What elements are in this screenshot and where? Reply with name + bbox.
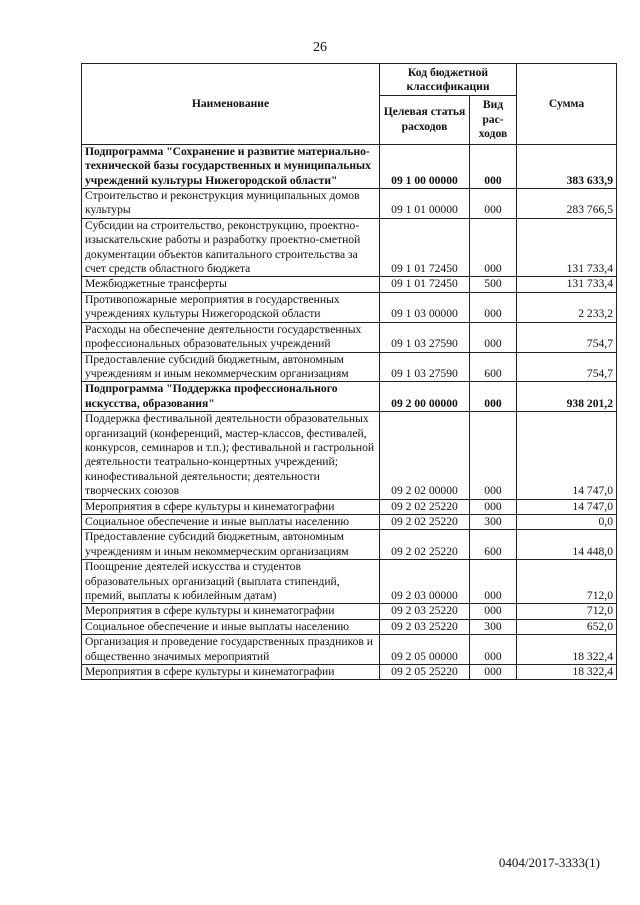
row-name: Мероприятия в сфере культуры и кинематографии bbox=[82, 499, 380, 514]
row-sum: 283 766,5 bbox=[517, 189, 617, 219]
row-vid: 300 bbox=[470, 619, 517, 634]
row-sum: 14 747,0 bbox=[517, 499, 617, 514]
row-vid: 000 bbox=[470, 218, 517, 277]
row-vid: 000 bbox=[470, 292, 517, 322]
table-row bbox=[82, 665, 617, 680]
row-name: Мероприятия в сфере культуры и кинематографии bbox=[82, 665, 380, 680]
row-name: Строительство и реконструкция муниципальных домов культуры bbox=[82, 189, 380, 219]
row-vid: 000 bbox=[470, 144, 517, 188]
row-vid: 000 bbox=[470, 635, 517, 665]
header-sum: Сумма bbox=[517, 64, 617, 145]
table-row bbox=[82, 560, 617, 604]
table-row bbox=[82, 352, 617, 382]
table-row bbox=[82, 144, 617, 188]
table-row bbox=[82, 499, 617, 514]
header-name: Наименование bbox=[82, 64, 380, 145]
row-vid: 600 bbox=[470, 352, 517, 382]
table-row bbox=[82, 635, 617, 665]
document-id: 0404/2017-3333(1) bbox=[498, 855, 600, 870]
row-code: 09 2 02 25220 bbox=[380, 499, 470, 514]
row-vid: 000 bbox=[470, 560, 517, 604]
row-sum: 18 322,4 bbox=[517, 665, 617, 680]
row-vid: 600 bbox=[470, 530, 517, 560]
row-name: Социальное обеспечение и иные выплаты населению bbox=[82, 514, 380, 529]
row-name: Предоставление субсидий бюджетным, автономным учреждениям и иным некоммерческим организациям bbox=[82, 352, 380, 382]
row-code: 09 2 02 25220 bbox=[380, 514, 470, 529]
table-row bbox=[82, 382, 617, 412]
row-code: 09 1 03 00000 bbox=[380, 292, 470, 322]
table-row bbox=[82, 218, 617, 277]
row-sum: 14 747,0 bbox=[517, 412, 617, 499]
table-body bbox=[82, 144, 617, 680]
row-sum: 754,7 bbox=[517, 352, 617, 382]
header-vid: Вид рас-ходов bbox=[470, 95, 517, 144]
table-row bbox=[82, 604, 617, 619]
row-vid: 000 bbox=[470, 189, 517, 219]
row-code: 09 2 03 25220 bbox=[380, 619, 470, 634]
page-number: 26 bbox=[313, 40, 327, 55]
row-name: Субсидии на строительство, реконструкцию, проектно-изыскательские работы и разработку проектно-сметной документации объектов капитального строительства за счет средств областного бюджета bbox=[82, 218, 380, 277]
header-code-group: Код бюджетной классификации bbox=[380, 64, 517, 96]
row-vid: 300 bbox=[470, 514, 517, 529]
row-code: 09 1 03 27590 bbox=[380, 352, 470, 382]
row-name: Мероприятия в сфере культуры и кинематографии bbox=[82, 604, 380, 619]
row-sum: 712,0 bbox=[517, 560, 617, 604]
row-name: Межбюджетные трансферты bbox=[82, 277, 380, 292]
row-vid: 000 bbox=[470, 665, 517, 680]
table-row bbox=[82, 619, 617, 634]
row-name: Противопожарные мероприятия в государственных учреждениях культуры Нижегородской области bbox=[82, 292, 380, 322]
row-name: Социальное обеспечение и иные выплаты населению bbox=[82, 619, 380, 634]
table-row bbox=[82, 412, 617, 499]
table-row bbox=[82, 530, 617, 560]
row-code: 09 2 05 00000 bbox=[380, 635, 470, 665]
row-sum: 754,7 bbox=[517, 322, 617, 352]
row-code: 09 2 03 00000 bbox=[380, 560, 470, 604]
table-row bbox=[82, 514, 617, 529]
row-code: 09 1 01 72450 bbox=[380, 277, 470, 292]
row-sum: 383 633,9 bbox=[517, 144, 617, 188]
row-sum: 131 733,4 bbox=[517, 218, 617, 277]
header-target: Целевая статья расходов bbox=[380, 95, 470, 144]
row-sum: 14 448,0 bbox=[517, 530, 617, 560]
row-vid: 000 bbox=[470, 499, 517, 514]
row-sum: 18 322,4 bbox=[517, 635, 617, 665]
row-name: Подпрограмма "Сохранение и развитие материально-технической базы государственных и муниципальных учреждений культуры Нижегородской области" bbox=[82, 144, 380, 188]
budget-table bbox=[81, 63, 617, 680]
table-row bbox=[82, 277, 617, 292]
row-code: 09 1 00 00000 bbox=[380, 144, 470, 188]
row-code: 09 2 02 25220 bbox=[380, 530, 470, 560]
row-vid: 000 bbox=[470, 604, 517, 619]
row-sum: 712,0 bbox=[517, 604, 617, 619]
row-vid: 000 bbox=[470, 412, 517, 499]
row-name: Организация и проведение государственных праздников и общественно значимых мероприятий bbox=[82, 635, 380, 665]
row-code: 09 1 01 00000 bbox=[380, 189, 470, 219]
row-code: 09 1 01 72450 bbox=[380, 218, 470, 277]
table-row bbox=[82, 292, 617, 322]
row-sum: 0,0 bbox=[517, 514, 617, 529]
row-code: 09 2 03 25220 bbox=[380, 604, 470, 619]
row-name: Поддержка фестивальной деятельности образовательных организаций (конференций, мастер-классов, фестивалей, конкурсов, семинаров и т.п.); фестивальной и гастрольной деятельности театрально-концертных учреждений; кинофестивальной деятельности; деятельности творческих союзов bbox=[82, 412, 380, 499]
row-name: Расходы на обеспечение деятельности государственных профессиональных образовательных учреждений bbox=[82, 322, 380, 352]
row-name: Подпрограмма "Поддержка профессионального искусства, образования" bbox=[82, 382, 380, 412]
row-vid: 500 bbox=[470, 277, 517, 292]
row-sum: 131 733,4 bbox=[517, 277, 617, 292]
row-name: Предоставление субсидий бюджетным, автономным учреждениям и иным некоммерческим организациям bbox=[82, 530, 380, 560]
row-name: Поощрение деятелей искусства и студентов образовательных организаций (выплата стипендий, премий, выплаты к юбилейным датам) bbox=[82, 560, 380, 604]
row-code: 09 2 00 00000 bbox=[380, 382, 470, 412]
row-code: 09 2 05 25220 bbox=[380, 665, 470, 680]
table-row bbox=[82, 322, 617, 352]
row-sum: 652,0 bbox=[517, 619, 617, 634]
row-vid: 000 bbox=[470, 322, 517, 352]
row-sum: 938 201,2 bbox=[517, 382, 617, 412]
row-code: 09 1 03 27590 bbox=[380, 322, 470, 352]
row-vid: 000 bbox=[470, 382, 517, 412]
row-sum: 2 233,2 bbox=[517, 292, 617, 322]
row-code: 09 2 02 00000 bbox=[380, 412, 470, 499]
table-row bbox=[82, 189, 617, 219]
